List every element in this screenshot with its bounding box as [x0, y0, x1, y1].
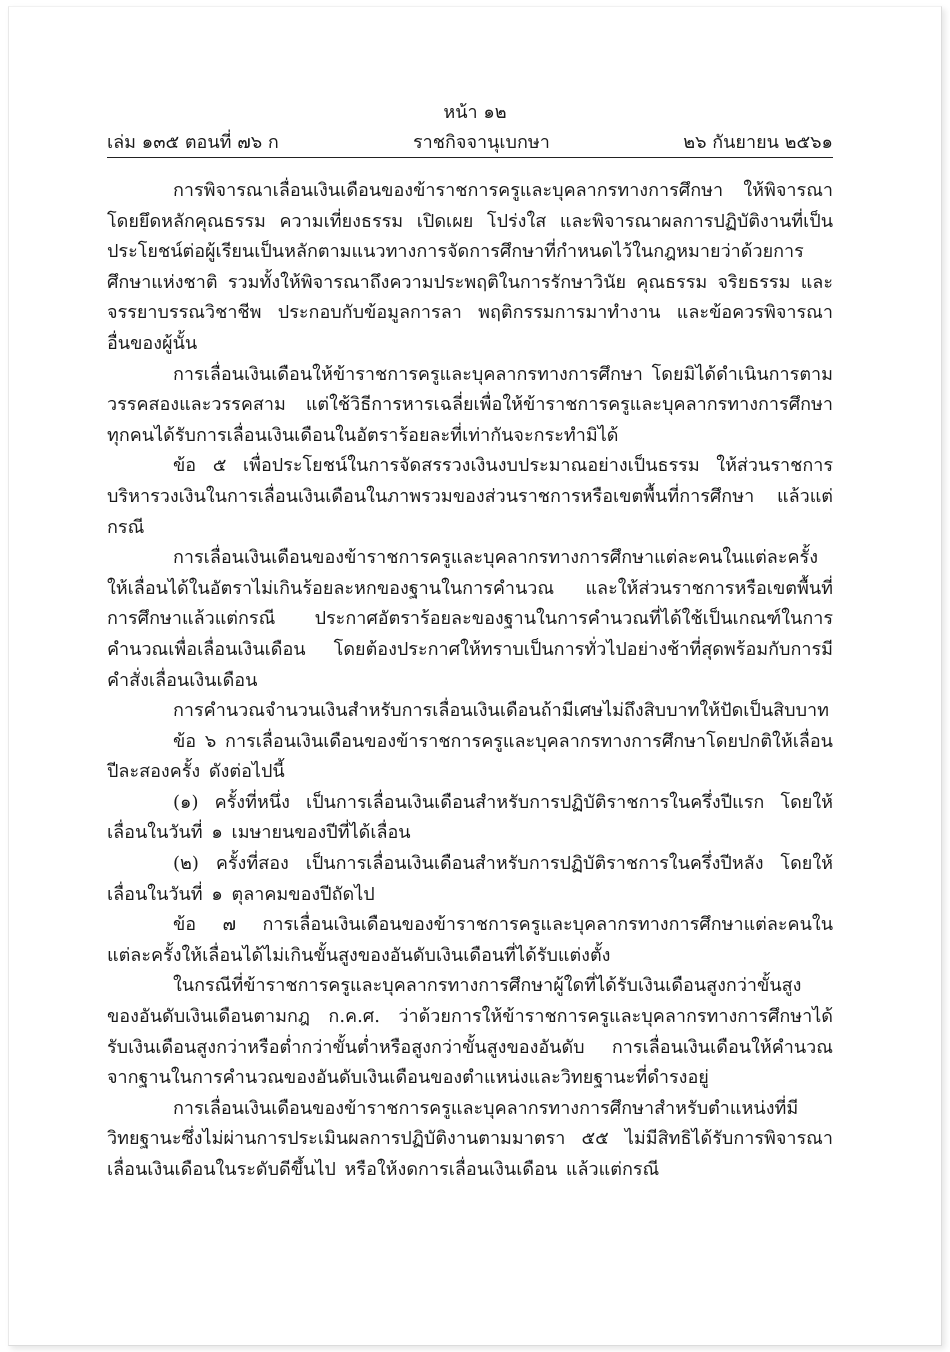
- gazette-header: [107, 132, 833, 156]
- paragraph: การเลื่อนเงินเดือนของข้าราชการครูและบุคลากรทางการศึกษาแต่ละคนในแต่ละครั้งให้เลื่อนได้ในอัตราไม่เกินร้อยละหกของฐานในการคำนวณ และให้ส่วนราชการหรือเขตพื้นที่การศึกษาแล้วแต่กรณี ประกาศอัตราร้อยละของฐานในการคำนวณที่ได้ใช้เป็นเกณฑ์ในการคำนวณเพื่อเลื่อนเงินเดือน โดยต้องประกาศให้ทราบเป็นการทั่วไปอย่างช้าที่สุดพร้อมกับการมีคำสั่งเลื่อนเงินเดือน: [107, 547, 833, 691]
- paragraph: ข้อ ๖ การเลื่อนเงินเดือนของข้าราชการครูและบุคลากรทางการศึกษาโดยปกติให้เลื่อนปีละสองครั้ง ดังต่อไปนี้: [107, 730, 833, 783]
- paragraph: (๒) ครั้งที่สอง เป็นการเลื่อนเงินเดือนสำหรับการปฏิบัติราชการในครึ่งปีหลัง โดยให้เลื่อนในวันที่ ๑ ตุลาคมของปีถัดไป: [107, 853, 833, 905]
- paragraph: การคำนวณจำนวนเงินสำหรับการเลื่อนเงินเดือนถ้ามีเศษไม่ถึงสิบบาทให้ปัดเป็นสิบบาท: [173, 700, 829, 722]
- paragraph: ข้อ ๕ เพื่อประโยชน์ในการจัดสรรวงเงินงบประมาณอย่างเป็นธรรม ให้ส่วนราชการบริหารวงเงินในการเลื่อนเงินเดือนในภาพรวมของส่วนราชการหรือเขตพื้นที่การศึกษา แล้วแต่กรณี: [107, 455, 833, 538]
- paragraph: ในกรณีที่ข้าราชการครูและบุคลากรทางการศึกษาผู้ใดที่ได้รับเงินเดือนสูงกว่าขั้นสูงของอันดับเงินเดือนตามกฎ ก.ค.ศ. ว่าด้วยการให้ข้าราชการครูและบุคลากรทางการศึกษาได้รับเงินเดือนสูงกว่าหรือต่ำกว่าขั้นต่ำหรือสูงกว่าขั้นสูงของอันดับ การเลื่อนเงินเดือนให้คำนวณจากฐานในการคำนวณของอันดับเงินเดือนของตำแหน่งและวิทยฐานะที่ดำรงอยู่: [107, 975, 833, 1089]
- paragraph: การเลื่อนเงินเดือนของข้าราชการครูและบุคลากรทางการศึกษาสำหรับตำแหน่งที่มีวิทยฐานะซึ่งไม่ผ่านการประเมินผลการปฏิบัติงานตามมาตรา ๕๕ ไม่มีสิทธิได้รับการพิจารณาเลื่อนเงินเดือนในระดับดีขึ้นไป หรือให้งดการเลื่อนเงินเดือน แล้วแต่กรณี: [107, 1097, 833, 1180]
- paragraph: ข้อ ๗ การเลื่อนเงินเดือนของข้าราชการครูและบุคลากรทางการศึกษาแต่ละคนในแต่ละครั้งให้เลื่อนได้ไม่เกินขั้นสูงของอันดับเงินเดือนที่ได้รับแต่งตั้ง: [107, 914, 833, 966]
- publication-date: ๒๖ กันยายน ๒๕๖๑: [683, 132, 833, 153]
- gazette-name: ราชกิจจานุเบกษา: [413, 132, 550, 153]
- paragraph: การเลื่อนเงินเดือนให้ข้าราชการครูและบุคลากรทางการศึกษา โดยมิได้ดำเนินการตามวรรคสองและวรรคสาม แต่ใช้วิธีการหารเฉลี่ยเพื่อให้ข้าราชการครูและบุคลากรทางการศึกษาทุกคนได้รับการเลื่อนเงินเดือนในอัตราร้อยละที่เท่ากันจะกระทำมิได้: [107, 363, 833, 446]
- document-body: [107, 176, 833, 1186]
- paragraph: การพิจารณาเลื่อนเงินเดือนของข้าราชการครูและบุคลากรทางการศึกษา ให้พิจารณาโดยยึดหลักคุณธรรม ความเที่ยงธรรม เปิดเผย โปร่งใส และพิจารณาผลการปฏิบัติงานที่เป็นประโยชน์ต่อผู้เรียนเป็นหลักตามแนวทางการจัดการศึกษาที่กำหนดไว้ในกฎหมายว่าด้วยการศึกษาแห่งชาติ รวมทั้งให้พิจารณาถึงความประพฤติในการรักษาวินัย คุณธรรม จริยธรรม และจรรยาบรรณวิชาชีพ ประกอบกับข้อมูลการลา พฤติกรรมการมาทำงาน และข้อควรพิจารณาอื่นของผู้นั้น: [107, 180, 833, 354]
- header-divider: [107, 157, 833, 158]
- page-number: หน้า ๑๒: [443, 102, 507, 123]
- volume-issue: เล่ม ๑๓๕ ตอนที่ ๗๖ ก: [107, 132, 279, 153]
- paragraph: (๑) ครั้งที่หนึ่ง เป็นการเลื่อนเงินเดือนสำหรับการปฏิบัติราชการในครึ่งปีแรก โดยให้เลื่อนในวันที่ ๑ เมษายนของปีที่ได้เลื่อน: [107, 791, 833, 844]
